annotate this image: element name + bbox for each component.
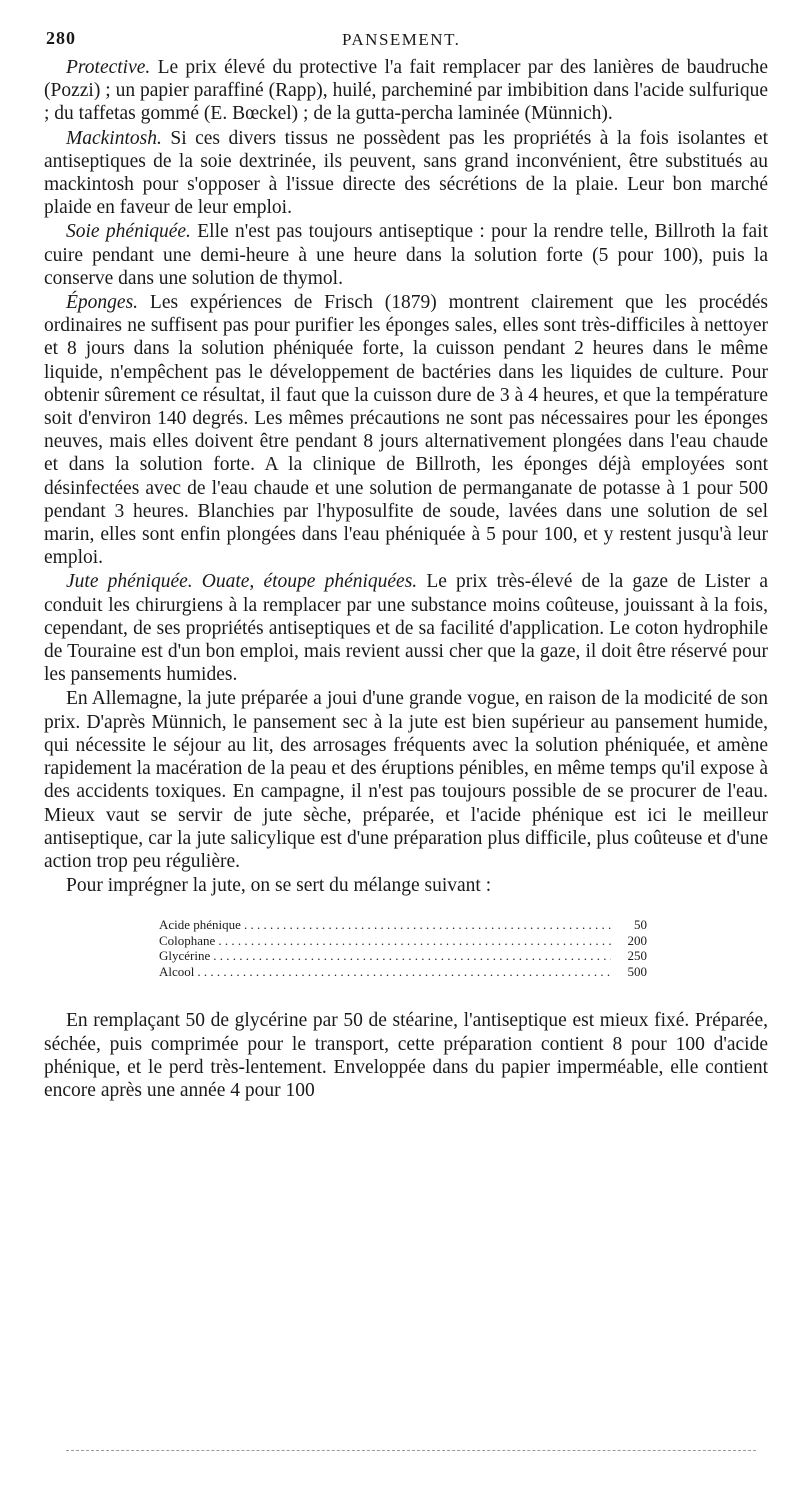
formula-table (159, 917, 647, 979)
formula-row (159, 933, 647, 949)
paragraph-text: Le prix élevé du protective l'a fait remplacer par des lanières de baudruche (Pozzi) ; un papier paraffiné (Rapp), huilé, parcheminé par imbibition dans l'acide sulfurique ; du taffetas gommé (E. Bœckel) ; de la gutta-percha laminée (Münnich). (44, 57, 769, 125)
formula-ingredient: Colophane (159, 932, 216, 948)
formula-ingredient: Alcool (159, 963, 195, 979)
dot-leader (244, 917, 611, 933)
running-head: PANSEMENT. (342, 30, 461, 49)
paragraph-title: Éponges. (66, 292, 139, 314)
paragraph-closing (44, 1009, 768, 1102)
paragraph-text: Pour imprégner la jute, on se sert du mélange suivant : (66, 875, 492, 897)
formula-row (159, 917, 647, 933)
formula-row (159, 948, 647, 964)
paragraph-text: En Allemagne, la jute préparée a joui d'une grande vogue, en raison de la modicité de son prix. D'après Münnich, le pansement sec à la jute est bien supérieur au pansement humide, qui nécessite le séjour au lit, des arrosages fréquents avec la solution phéniquée, et amène rapidement la macération de la peau et des éruptions pénibles, en même temps qu'il expose à des accidents toxiques. En campagne, il n'est pas toujours possible de se procurer de l'eau. Mieux vaut se servir de jute sèche, préparée, et l'acide phénique est ici le meilleur antiseptique, car la jute salicylique est d'une préparation plus difficile, plus coûteuse et d'une action trop peu régulière. (44, 688, 768, 872)
paragraph-text: En remplaçant 50 de glycérine par 50 de stéarine, l'antiseptique est mieux fixé. Préparée, séchée, puis comprimée pour le transport, cette préparation contient 8 pour 100 d'acide phénique, et le perd très-lentement. Enveloppée dans du papier imperméable, elle contient encore après une année 4 pour 100 (44, 1010, 768, 1101)
formula-quantity: 50 (634, 917, 647, 933)
paragraph-jute-pheniquee (44, 570, 768, 686)
paragraph-text: Elle n'est pas toujours antiseptique : pour la rendre telle, Billroth la fait cuire pendant une demi-heure à une heure dans la solution forte (5 pour 100), puis la conserve dans une solution de thymol. (44, 221, 768, 289)
paragraph-text: Les expériences de Frisch (1879) montrent clairement que les procédés ordinaires ne suffisent pas pour purifier les éponges sales, elles sont très-difficiles à nettoyer et 8 jours dans la solution phéniquée forte, la cuisson pendant 2 heures dans le même liquide, n'empêchent pas le développement de bactéries dans les liquides de culture. Pour obtenir sûrement ce résultat, il faut que la cuisson dure de 3 à 4 heures, et que la température soit d'environ 140 degrés. Les mêmes précautions ne sont pas nécessaires pour les éponges neuves, mais elles doivent être pendant 8 jours alternativement plongées dans l'eau chaude et dans la solution forte. A la clinique de Billroth, les éponges déjà employées sont désinfectées avec de l'eau chaude et une solution de permanganate de potasse à 1 pour 500 pendant 3 heures. Blanchies par l'hyposulfite de soude, lavées dans une solution de sel marin, elles sont enfin plongées dans l'eau phéniquée à 5 pour 100, et y restent jusqu'à leur emploi. (44, 292, 769, 569)
paragraph-protective (44, 56, 768, 126)
dot-leader (213, 948, 611, 964)
footer-divider (66, 1450, 756, 1451)
formula-ingredient: Glycérine (159, 948, 211, 964)
paragraph-text: Le prix très-élevé de la gaze de Lister a conduit les chirurgiens à la remplacer par une substance moins coûteuse, jouissant à la fois, cependant, de ses propriétés antiseptiques et de sa facilité d'application. Le coton hydrophile de Touraine est d'un bon emploi, mais revient aussi cher que la gaze, il doit être réservé pour les pansements humides. (44, 571, 769, 686)
paragraph-mackintosh (44, 127, 768, 220)
formula-quantity: 250 (627, 948, 647, 964)
paragraph-title: Soie phéniquée. (66, 221, 191, 243)
paragraph-title: Mackintosh. (66, 127, 162, 149)
dot-leader (218, 933, 611, 949)
formula-quantity: 500 (627, 963, 647, 979)
paragraph-title: Jute phéniquée. Ouate, étoupe phéniquées. (66, 571, 418, 593)
paragraph-title: Protective. (66, 57, 151, 78)
dot-leader (197, 964, 611, 980)
paragraph-soie-pheniquee (44, 220, 768, 290)
page-header (44, 22, 768, 56)
paragraph-formula-intro (44, 874, 768, 897)
paragraph-eponges (44, 291, 768, 569)
page-number: 280 (46, 28, 76, 48)
formula-row (159, 964, 647, 980)
formula-ingredient: Acide phénique (159, 917, 241, 933)
book-page (44, 22, 768, 1102)
paragraph-text: Si ces divers tissus ne possèdent pas les propriétés à la fois isolantes et antiseptiques de la soie dextrinée, ils peuvent, sans grand inconvénient, être substitués au mackintosh pour s'opposer à l'issue directe des sécrétions de la plaie. Leur bon marché plaide en faveur de leur emploi. (44, 127, 768, 219)
formula-quantity: 200 (627, 932, 647, 948)
paragraph-allemagne (44, 687, 768, 873)
